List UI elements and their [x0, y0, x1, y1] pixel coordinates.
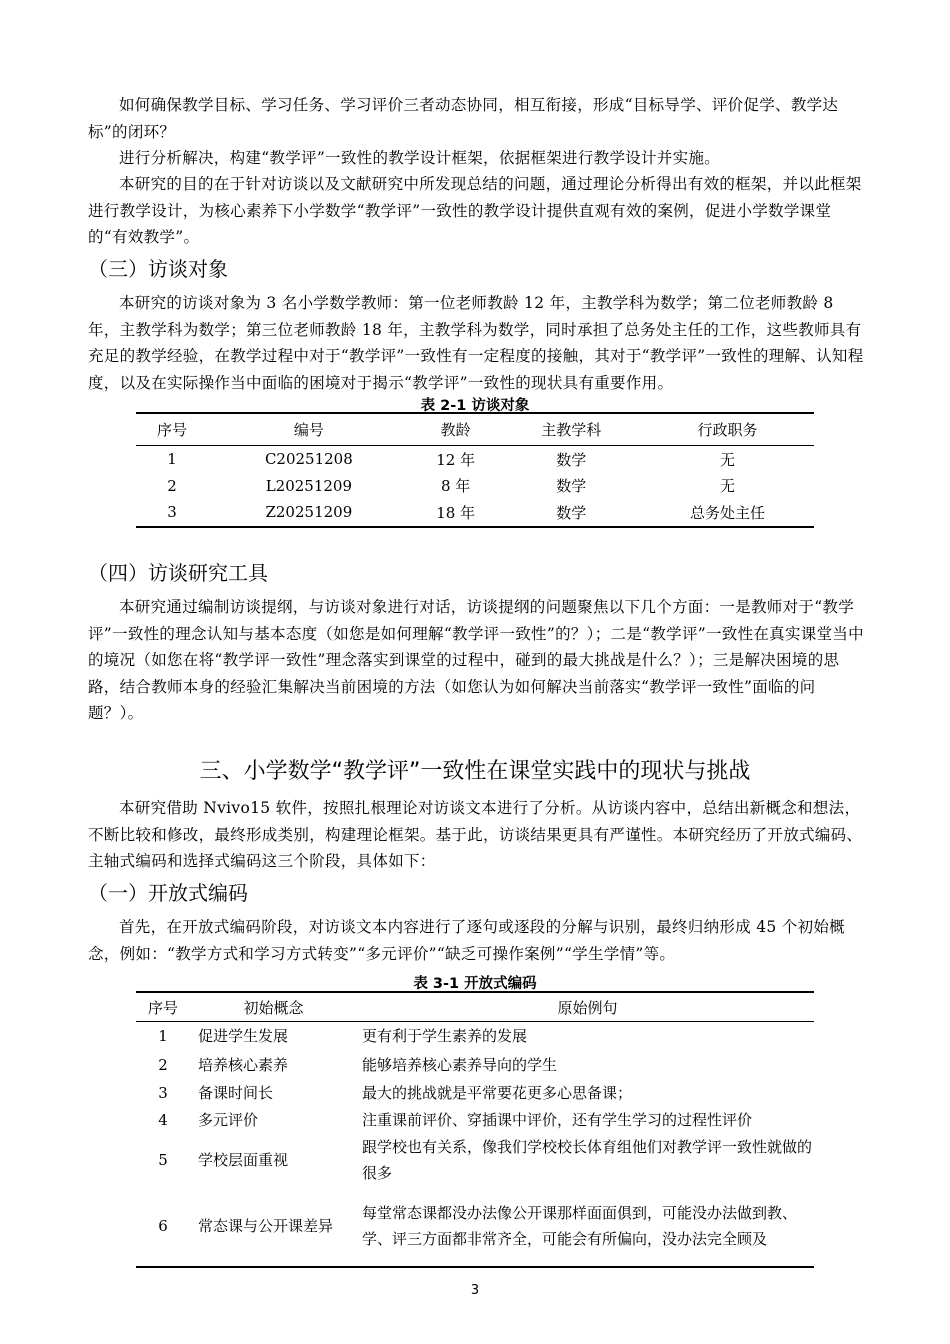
section-heading: （四）访谈研究工具	[88, 561, 268, 585]
table-cell: 最大的挑战就是平常要花更多心思备课；	[362, 1084, 633, 1102]
table-cell: 1	[167, 450, 177, 469]
table-cell: 常态课与公开课差异	[198, 1217, 334, 1235]
table-cell: C20251208	[264, 450, 353, 469]
table-row	[136, 1133, 814, 1187]
table-cell: 更有利于学生素养的发展	[362, 1027, 528, 1046]
column-header: 初始概念	[190, 992, 358, 1022]
table-cell: 总务处主任	[689, 503, 765, 522]
table-cell: 能够培养核心素养导向的学生	[362, 1056, 558, 1074]
table-cell: 学校层面重视	[198, 1150, 289, 1169]
table-header-row	[136, 992, 814, 1022]
table-cell: 无	[719, 477, 735, 496]
table-header-row	[136, 413, 814, 446]
table-cell: 2	[167, 476, 177, 495]
interview-subjects-table	[136, 412, 814, 528]
paragraph: 本研究通过编制访谈提纲，与访谈对象进行对话，访谈提纲的问题聚焦以下几个方面：一是教师对于“教学评”一致性的理念认知与基本态度（如您是如何理解“教学评一致性”的？）；二是“教学评”一致性在真实课堂当中的境况（如您在将“教学评一致性”理念落实到课堂的过程中，碰到的最大挑战是什么？）；三是解决困境的思路，结合教师本身的经验汇集解决当前困境的方法（如您认为如何解决当前落实“教学评一致性”面临的问题？）。	[88, 598, 864, 722]
column-header: 主教学科	[502, 413, 641, 446]
table-cell: 注重课前评价、穿插课中评价，还有学生学习的过程性评价	[362, 1110, 753, 1129]
table-cell: 8 年	[441, 477, 471, 496]
table-cell: 5	[158, 1150, 168, 1169]
column-header: 序号	[136, 413, 208, 446]
table-caption: 表 2-1 访谈对象	[420, 398, 530, 414]
table-cell: 12 年	[436, 450, 476, 469]
table-cell: 数学	[556, 477, 587, 496]
table-cell: 培养核心素养	[198, 1056, 289, 1074]
paragraph: 进行分析解决，构建“教学评”一致性的教学设计框架，依据框架进行教学设计并实施。	[119, 149, 721, 167]
table-cell: 18 年	[436, 503, 476, 522]
chapter-heading: 三、小学数学“教学评”一致性在课堂实践中的现状与挑战	[199, 759, 751, 784]
table-row	[136, 1107, 814, 1133]
table-cell: 数学	[556, 450, 587, 469]
table-row	[136, 1022, 814, 1051]
column-header: 行政职务	[641, 413, 814, 446]
table-cell: 6	[158, 1217, 168, 1235]
paragraph: 首先，在开放式编码阶段，对访谈文本内容进行了逐句或逐段的分解与识别，最终归纳形成 45 个初始概念，例如：“教学方式和学习方式转变”“多元评价”“缺乏可操作案例”“学生学情”等。	[88, 918, 845, 963]
column-header: 原始例句	[358, 992, 814, 1022]
table-cell: 3	[167, 503, 177, 522]
table-row	[136, 473, 814, 500]
table-cell: 4	[158, 1110, 168, 1129]
table-cell: 跟学校也有关系，像我们学校校长体育组他们对教学评一致性就做的很多	[362, 1137, 813, 1182]
paragraph: 本研究借助 Nvivo15 软件，按照扎根理论对访谈文本进行了分析。从访谈内容中，总结出新概念和想法，不断比较和修改，最终形成类别，构建理论框架。基于此，访谈结果更具有严谨性。本研究经历了开放式编码、主轴式编码和选择式编码这三个阶段，具体如下：	[88, 799, 863, 870]
table-row	[136, 1187, 814, 1267]
table-row	[136, 1080, 814, 1107]
table-cell: 多元评价	[198, 1110, 259, 1129]
table-cell: L20251209	[265, 476, 353, 495]
open-coding-table	[136, 991, 814, 1268]
table-cell: 无	[719, 450, 735, 469]
table-cell: 数学	[556, 503, 587, 522]
section-heading: （一）开放式编码	[88, 881, 248, 905]
table-cell: 每堂常态课都没办法像公开课那样面面俱到，可能没办法做到教、学、评三方面都非常齐全，可能会有所偏向，没办法完全顾及	[362, 1204, 798, 1248]
column-header: 序号	[136, 992, 190, 1022]
table-cell: 备课时间长	[198, 1084, 274, 1102]
table-cell: 1	[158, 1027, 168, 1046]
table-row	[136, 499, 814, 527]
table-cell: Z20251209	[265, 503, 353, 522]
paragraph: 本研究的访谈对象为 3 名小学数学教师：第一位老师教龄 12 年，主教学科为数学；第二位老师教龄 8 年，主教学科为数学；第三位老师教龄 18 年，主教学科为数学，同时承担了总务处主任的工作，这些教师具有充足的教学经验，在教学过程中对于“教学评”一致性有一定程度的接触，其对于“教学评”一致性的理解、认知程度，以及在实际操作当中面临的困境对于揭示“教学评”一致性的现状具有重要作用。	[88, 294, 864, 392]
page-number: 3	[470, 1283, 480, 1298]
table-row	[136, 1051, 814, 1080]
table-caption: 表 3-1 开放式编码	[413, 976, 537, 992]
table-cell: 促进学生发展	[198, 1027, 289, 1046]
paragraph: 本研究的目的在于针对访谈以及文献研究中所发现总结的问题，通过理论分析得出有效的框架，并以此框架进行教学设计，为核心素养下小学数学“教学评”一致性的教学设计提供直观有效的案例，促进小学数学课堂的“有效教学”。	[88, 175, 862, 246]
table-row	[136, 446, 814, 473]
table-cell: 2	[158, 1056, 168, 1074]
table-cell: 3	[158, 1084, 168, 1102]
column-header: 编号	[208, 413, 410, 446]
paragraph: 如何确保教学目标、学习任务、学习评价三者动态协同，相互衔接，形成“目标导学、评价促学、教学达标”的闭环？	[88, 96, 839, 141]
section-heading: （三）访谈对象	[88, 257, 228, 281]
column-header: 教龄	[410, 413, 502, 446]
